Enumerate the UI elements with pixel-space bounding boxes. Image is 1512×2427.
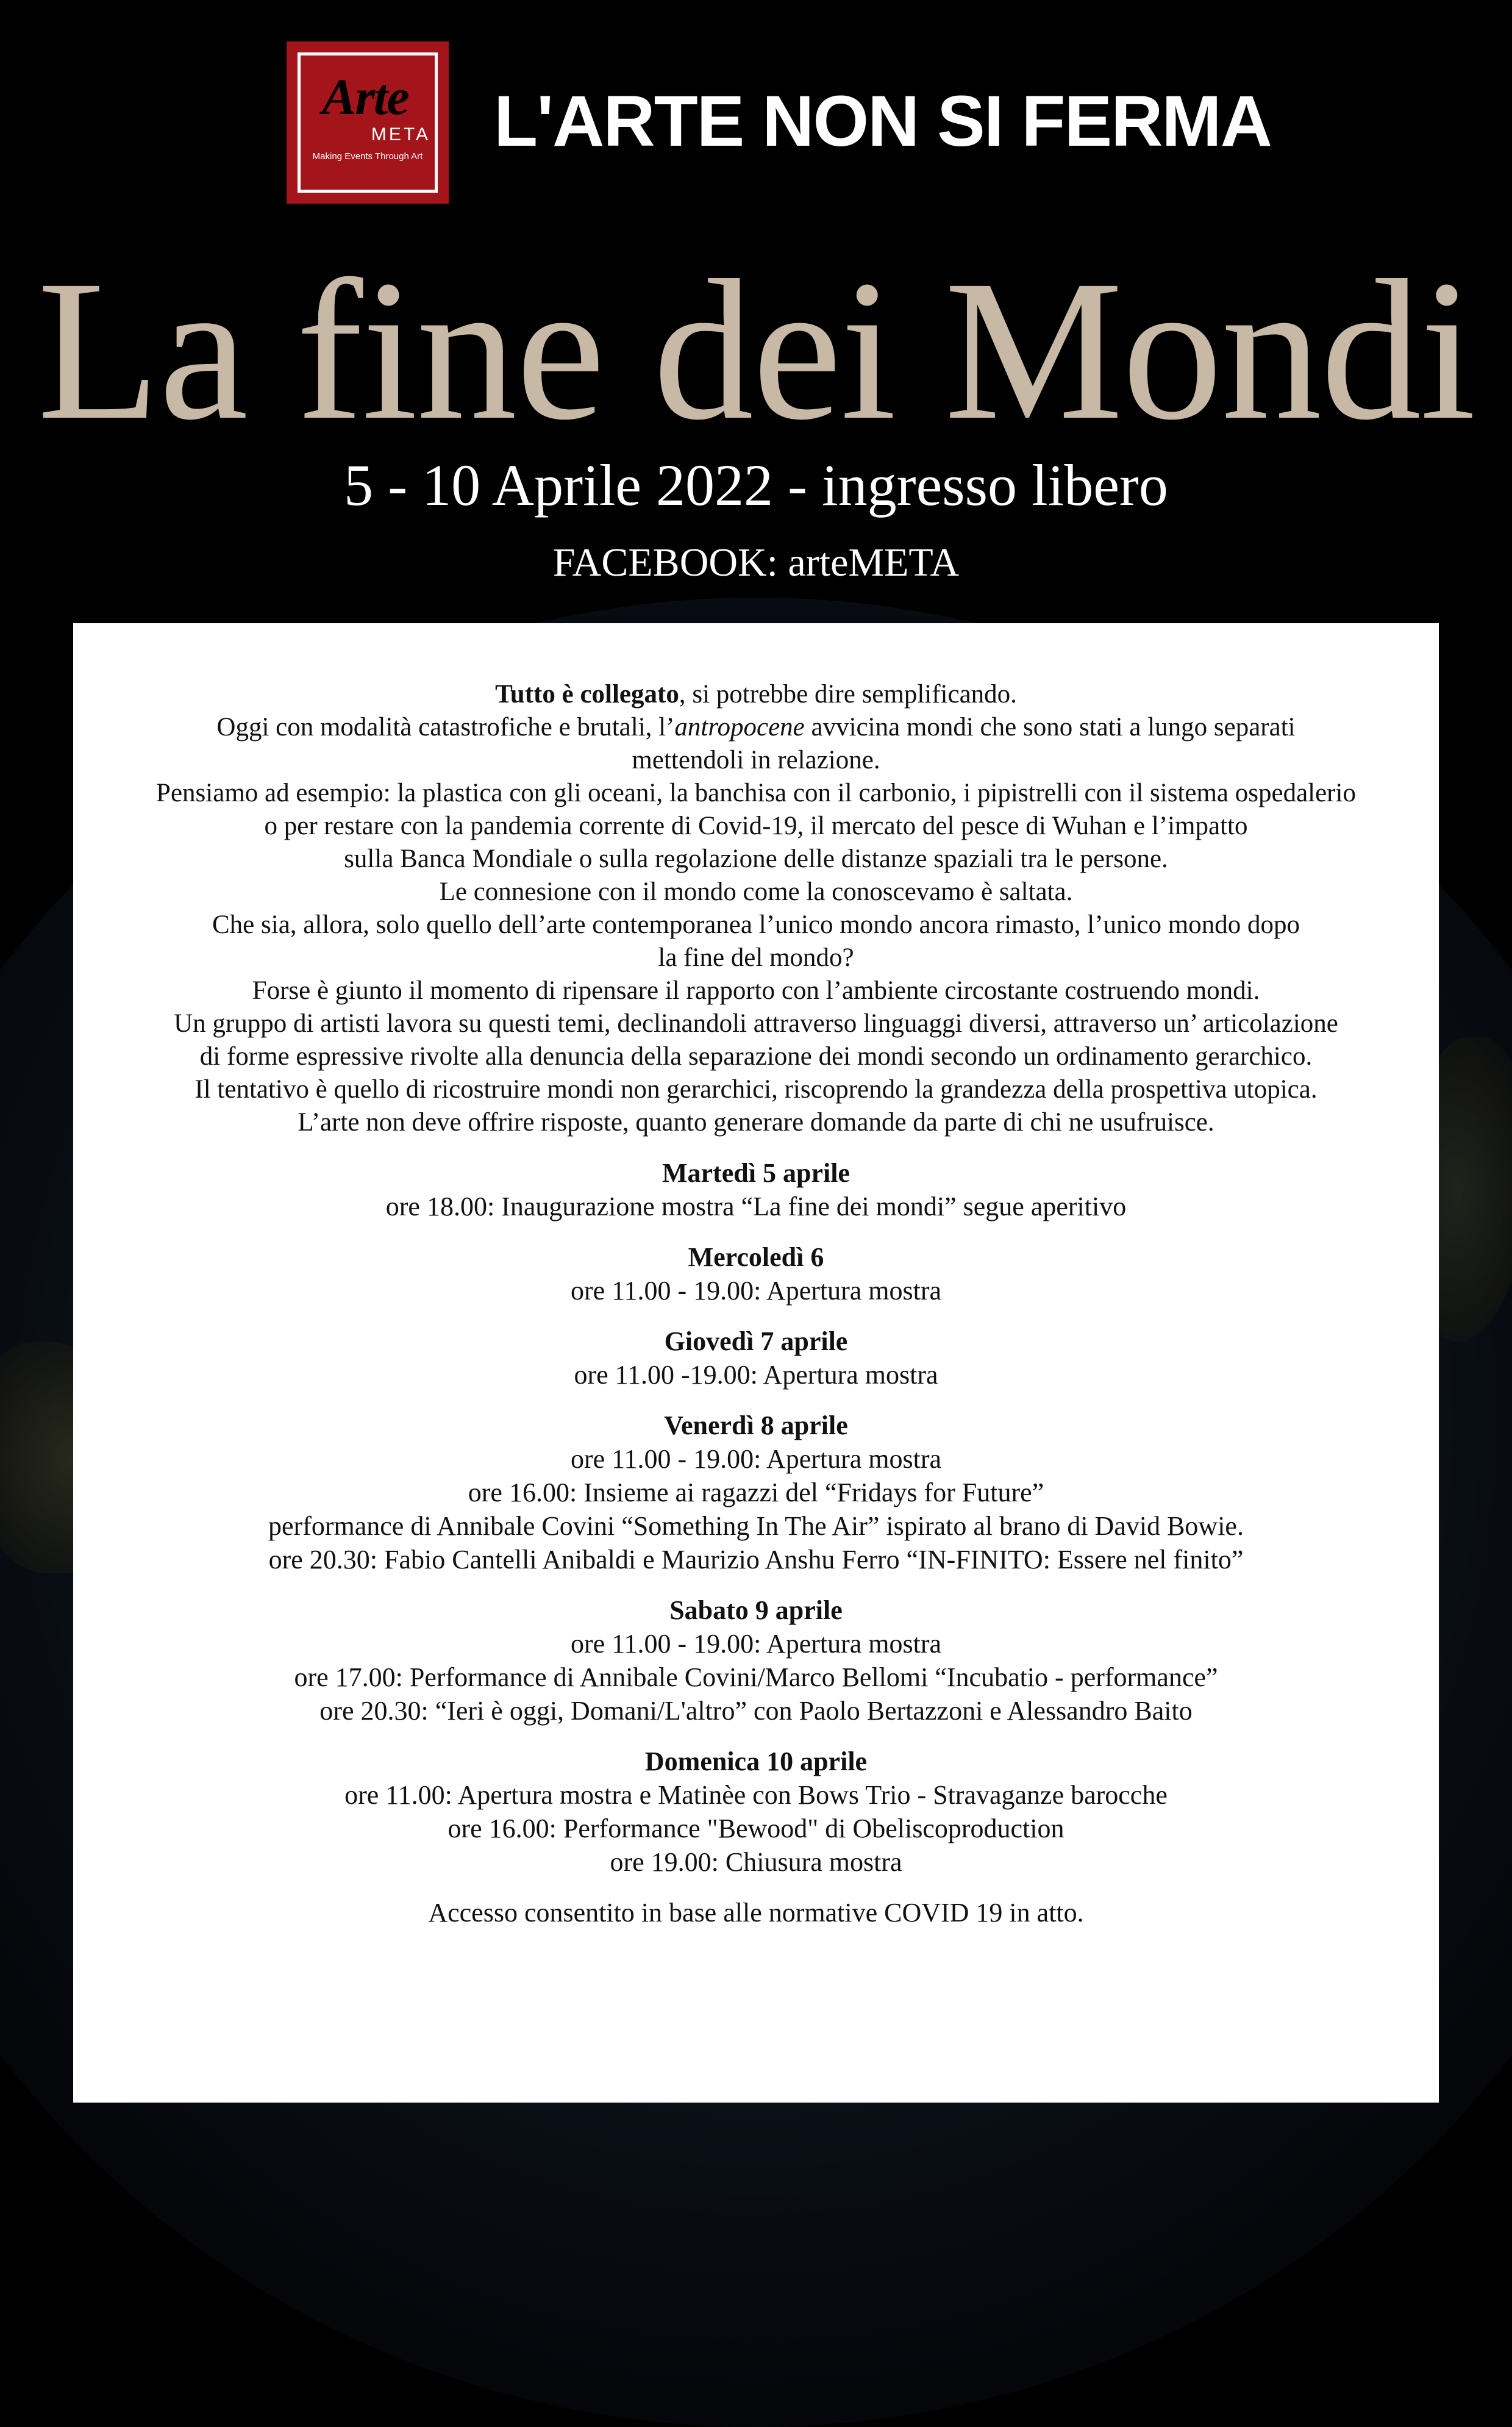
schedule-item: ore 20.30: “Ieri è oggi, Domani/L'altro” con Paolo Bertazzoni e Alessandro Baito	[319, 1696, 1193, 1726]
content-panel	[73, 623, 1439, 2103]
schedule-day-thu	[73, 1324, 1439, 1392]
schedule-item: ore 11.00: Apertura mostra e Matinèe con Bows Trio - Stravaganze barocche	[344, 1780, 1168, 1810]
intro-line: mettendoli in relazione.	[632, 746, 880, 774]
intro-line	[73, 711, 1439, 744]
schedule-day-fri	[73, 1409, 1439, 1576]
intro-line2-italic: antropocene	[674, 713, 805, 742]
intro-line: la fine del mondo?	[658, 943, 854, 972]
intro-line: Forse è giunto il momento di ripensare il rapporto con l’ambiente circostante costruendo mondi.	[252, 976, 1260, 1005]
schedule-day-sun	[73, 1745, 1439, 1879]
schedule-day-heading: Martedì 5 aprile	[662, 1158, 850, 1188]
schedule-day-tue	[73, 1156, 1439, 1223]
intro-line: sulla Banca Mondiale o sulla regolazione delle distanze spaziali tra le persone.	[344, 845, 1168, 873]
intro-lead-rest: , si potrebbe dire semplificando.	[679, 680, 1017, 709]
schedule-day-heading: Venerdì 8 aprile	[664, 1410, 848, 1440]
schedule-item: ore 11.00 - 19.00: Apertura mostra	[570, 1444, 942, 1474]
intro-line: Un gruppo di artisti lavora su questi temi, declinandoli attraverso linguaggi diversi, attraverso un’ articolazione	[174, 1009, 1338, 1038]
event-dates: 5 - 10 Aprile 2022 - ingresso libero	[344, 452, 1168, 518]
schedule-item: ore 16.00: Insieme ai ragazzi del “Fridays for Future”	[468, 1478, 1044, 1507]
schedule-item: ore 11.00 - 19.00: Apertura mostra	[570, 1276, 942, 1306]
artemeta-logo	[287, 41, 449, 204]
logo-tagline: Making Events Through Art	[312, 151, 423, 162]
schedule-day-heading: Mercoledì 6	[688, 1242, 824, 1272]
event-title: La fine dei Mondi	[37, 239, 1475, 462]
intro-lead	[73, 678, 1439, 711]
covid-access-note: Accesso consentito in base alle normative COVID 19 in atto.	[428, 1898, 1084, 1928]
schedule-item: performance di Annibale Covini “Something In The Air” ispirato al brano di David Bowie.	[268, 1511, 1244, 1541]
schedule-item: ore 17.00: Performance di Annibale Covini/Marco Bellomi “Incubatio - performance”	[294, 1662, 1218, 1692]
schedule-day-heading: Sabato 9 aprile	[669, 1595, 843, 1625]
schedule-day-heading: Domenica 10 aprile	[644, 1746, 868, 1776]
schedule-item: ore 11.00 -19.00: Apertura mostra	[574, 1360, 938, 1390]
schedule-item: ore 16.00: Performance "Bewood" di Obeliscoproduction	[448, 1814, 1064, 1843]
schedule-day-wed	[73, 1240, 1439, 1307]
intro-line: o per restare con la pandemia corrente di Covid-19, il mercato del pesce di Wuhan e l’impatto	[264, 812, 1248, 840]
facebook-handle: FACEBOOK: arteMETA	[552, 540, 960, 585]
intro-line: Che sia, allora, solo quello dell’arte contemporanea l’unico mondo ancora rimasto, l’unico mondo dopo	[212, 910, 1300, 939]
intro-line2-b: avvicina mondi che sono stati a lungo separati	[804, 713, 1296, 742]
schedule-item: ore 20.30: Fabio Cantelli Anibaldi e Maurizio Anshu Ferro “IN-FINITO: Essere nel finito”	[268, 1545, 1244, 1575]
intro-line: di forme espressive rivolte alla denuncia della separazione dei mondi secondo un ordinamento gerarchico.	[199, 1042, 1313, 1071]
intro-lead-bold: Tutto è collegato	[495, 680, 679, 709]
headline: L'ARTE NON SI FERMA	[494, 81, 1271, 162]
logo-meta-text: META	[371, 124, 430, 145]
intro-line: Pensiamo ad esempio: la plastica con gli oceani, la banchisa con il carbonio, i pipistrelli con il sistema ospedalerio	[156, 779, 1356, 807]
content-body	[73, 678, 1439, 1929]
intro-line: L’arte non deve offrire risposte, quanto generare domande da parte di chi ne usufruisce.	[298, 1108, 1214, 1137]
intro-line: Il tentativo è quello di ricostruire mondi non gerarchici, riscoprendo la grandezza della prospettiva utopica.	[194, 1075, 1318, 1104]
schedule-item: ore 11.00 - 19.00: Apertura mostra	[570, 1629, 942, 1659]
schedule-day-heading: Giovedì 7 aprile	[664, 1326, 848, 1356]
schedule-day-sat	[73, 1593, 1439, 1728]
schedule-item: ore 19.00: Chiusura mostra	[610, 1847, 902, 1877]
logo-arte-text: Arte	[322, 69, 408, 126]
intro-line: Le connesione con il mondo come la conoscevamo è saltata.	[439, 878, 1073, 906]
intro-line2-a: Oggi con modalità catastrofiche e brutali, l’	[216, 713, 675, 742]
schedule-item: ore 18.00: Inaugurazione mostra “La fine dei mondi” segue aperitivo	[385, 1192, 1127, 1221]
